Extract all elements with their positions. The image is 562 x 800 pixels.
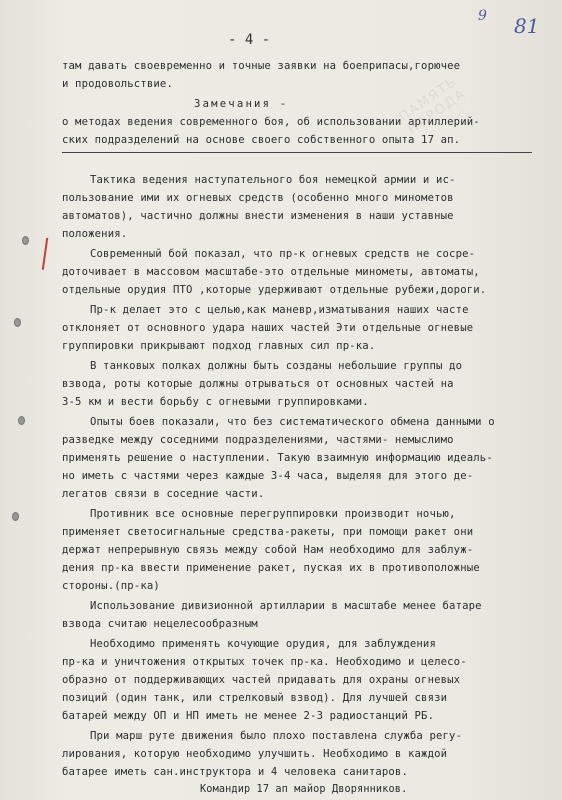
text-line: взвода считаю нецелесообразным [62, 618, 258, 630]
text-line: отдельные орудия ПТО ,которые удерживают отдельные рубежи,дороги. [62, 284, 487, 296]
text-line: применяет светосигнальные средства-ракеты, при помощи ракет они [62, 526, 474, 538]
text-line: лирования, которую необходимо улучшить. Необходимо в каждой [62, 748, 448, 760]
signature-line: Командир 17 ап майор Дворянников. [200, 784, 408, 795]
text-line: разведке между соседними подразделениями, частями- немыслимо [62, 434, 454, 446]
text-line: Использование дивизионной артилларии в масштабе менее батаре [90, 600, 482, 612]
archive-number-small: 9 [478, 8, 487, 24]
binding-hole [22, 236, 29, 245]
text-line: 3-5 км и вести борьбу с огневыми группировками. [62, 396, 369, 408]
text-line: легатов связи в соседние части. [62, 488, 265, 500]
text-line: доточивает в массовом масштабе-это отдельные минометы, автоматы, [62, 266, 480, 278]
text-line: При марш руте движения было плохо поставлена служба регу- [90, 730, 463, 742]
text-line: ских подразделений на основе своего собственного опыта 17 ап. [62, 134, 461, 146]
text-line: о методах ведения современного боя, об использовании артиллерий- [62, 116, 480, 128]
text-line: Опыты боев показали, что без систематического обмена данными о [90, 416, 495, 428]
text-line: Необходимо применять кочующие орудия, для заблуждения [90, 638, 436, 650]
text-line: В танковых полках должны быть созданы небольшие группы до [90, 360, 463, 372]
watermark: ПАМЯТЬ НАРОДА [396, 73, 470, 138]
text-line: батарей между ОП и НП иметь не менее 2-3 радиостанций РБ. [62, 710, 435, 722]
text-line: автоматов), частично должны внести изменения в наши уставные [62, 210, 454, 222]
text-line: и продовольствие. [62, 78, 173, 90]
text-line: пр-ка и уничтожения открытых точек пр-ка. Необходимо и целесо- [62, 656, 467, 668]
text-line: образно от поддерживающих частей придавать для охраны огневых [62, 674, 461, 686]
heading-underline [62, 152, 532, 153]
binding-hole [18, 416, 25, 425]
binding-hole [14, 318, 21, 327]
text-line: стороны.(пр-ка) [62, 580, 160, 592]
text-line: там давать своевременно и точные заявки на боеприпасы,горючее [62, 60, 461, 72]
page-number: - 4 - [228, 32, 271, 48]
text-line: Противник все основные перегруппировки производит ночью, [90, 508, 456, 520]
section-heading: Замечания - [194, 98, 289, 110]
text-line: Современный бой показал, что пр-к огневых средств не сосре- [90, 248, 476, 260]
text-line: применять решение о наступлении. Такую взаимную информацию идеаль- [62, 452, 493, 464]
archive-number: 81 [514, 14, 540, 38]
text-line: положения. [62, 228, 128, 240]
margin-red-mark [42, 238, 51, 270]
text-line: Пр-к делает это с целью,как маневр,изматывания наших часте [90, 304, 469, 316]
text-line: Тактика ведения наступательного боя немецкой армии и ис- [90, 174, 456, 186]
text-line: но иметь с частями через каждые 3-4 часа, выделяя для этого де- [62, 470, 474, 482]
text-line: позиций (один танк, или стрелковый взвод). Для лучшей связи [62, 692, 448, 704]
text-line: взвода, роты которые должны отрываться от основных частей на [62, 378, 454, 390]
text-line: отклоняет от основного удара наших частей Эти отдельные огневые [62, 322, 474, 334]
text-line: батарее иметь сан.инструктора и 4 человека санитаров. [62, 766, 408, 778]
text-line: пользование ими их огневых средств (особенно много минометов [62, 192, 454, 204]
text-line: держат непрерывную связь между собой Нам необходимо для заблуж- [62, 544, 474, 556]
text-line: дения пр-ка ввести применение ракет, пуская их в противоположные [62, 562, 480, 574]
binding-hole [12, 512, 19, 521]
text-line: группировки прикрывают подход главных сил пр-ка. [62, 340, 376, 352]
